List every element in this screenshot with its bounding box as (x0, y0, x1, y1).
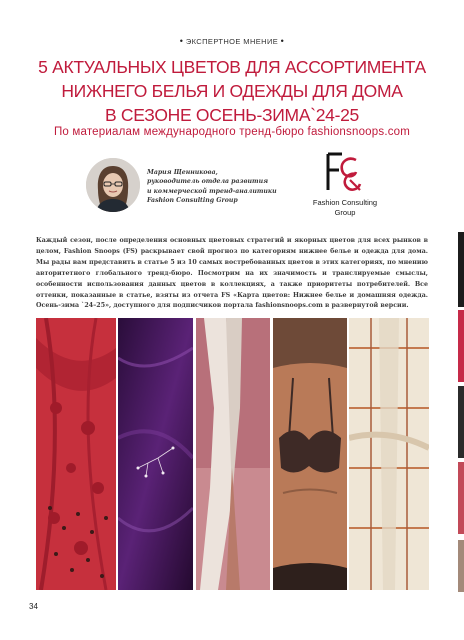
title-line-3: В СЕЗОНЕ ОСЕНЬ-ЗИМА`24-25 (105, 105, 359, 125)
author-name: Мария Щенникова, (147, 169, 218, 176)
author-role-1: руководитель отдела развития (147, 178, 269, 186)
edge-tab-2 (458, 310, 464, 382)
rubric-bullet-left: • (179, 36, 184, 46)
image-red-lace (36, 318, 116, 590)
logo-line-2: Group (334, 208, 356, 217)
intro-paragraph: Каждый сезон, после определения основных цветовых стратегий и якорных цветов для всех рынков в целом, Fashion Snoops (FS) раскрывает свой прогноз по категориям нижнее белье и одежда для дома. Мы рады вам представить в статье 5 из 10 самых востребованных цветов в этих категориях, по мнению авторитетного глобального тренд-бюро. Посмотрим на их значимость и транслируемые смыслы, особенности использования данных цветов в коллекциях, а также приоритеты потребителей. Все оттенки, показанные в статье, взяты из отчета FS «Карта цветов: Нижнее белье и домашняя одежда. Осень-зима `24–25», доступного для подписчиков портала fashionsnoops.com в развернутой версии. (36, 237, 428, 310)
image-brown-bra (273, 318, 347, 590)
edge-tab-1 (458, 232, 464, 307)
author-portrait-image (86, 158, 140, 212)
section-rubric (0, 36, 464, 46)
fcg-logo-mark (322, 150, 364, 194)
author-photo (86, 158, 140, 212)
image-cream-robe (349, 318, 429, 590)
author-role-2: и коммерческой тренд-аналитики (147, 187, 277, 195)
fcg-logo-text (290, 198, 400, 218)
edge-tab-5 (458, 540, 464, 592)
image-purple-satin (118, 318, 193, 590)
edge-tab-3 (458, 386, 464, 458)
edge-tab-4 (458, 462, 464, 534)
rubric-bullet-right: • (280, 36, 285, 46)
author-credit (147, 168, 287, 206)
page-number: 34 (29, 602, 38, 611)
title-line-2: НИЖНЕГО БЕЛЬЯ И ОДЕЖДЫ ДЛЯ ДОМА (61, 81, 403, 101)
title-line-1: 5 АКТУАЛЬНЫХ ЦВЕТОВ ДЛЯ АССОРТИМЕНТА (38, 57, 426, 77)
author-company: Fashion Consulting Group (147, 197, 238, 205)
logo-line-1: Fashion Consulting (312, 198, 378, 207)
article-title (30, 55, 434, 127)
image-rose-robe (196, 318, 270, 590)
rubric-label: ЭКСПЕРТНОЕ МНЕНИЕ (185, 37, 279, 46)
article-subtitle: По материалам международного тренд-бюро fashionsnoops.com (53, 126, 411, 138)
